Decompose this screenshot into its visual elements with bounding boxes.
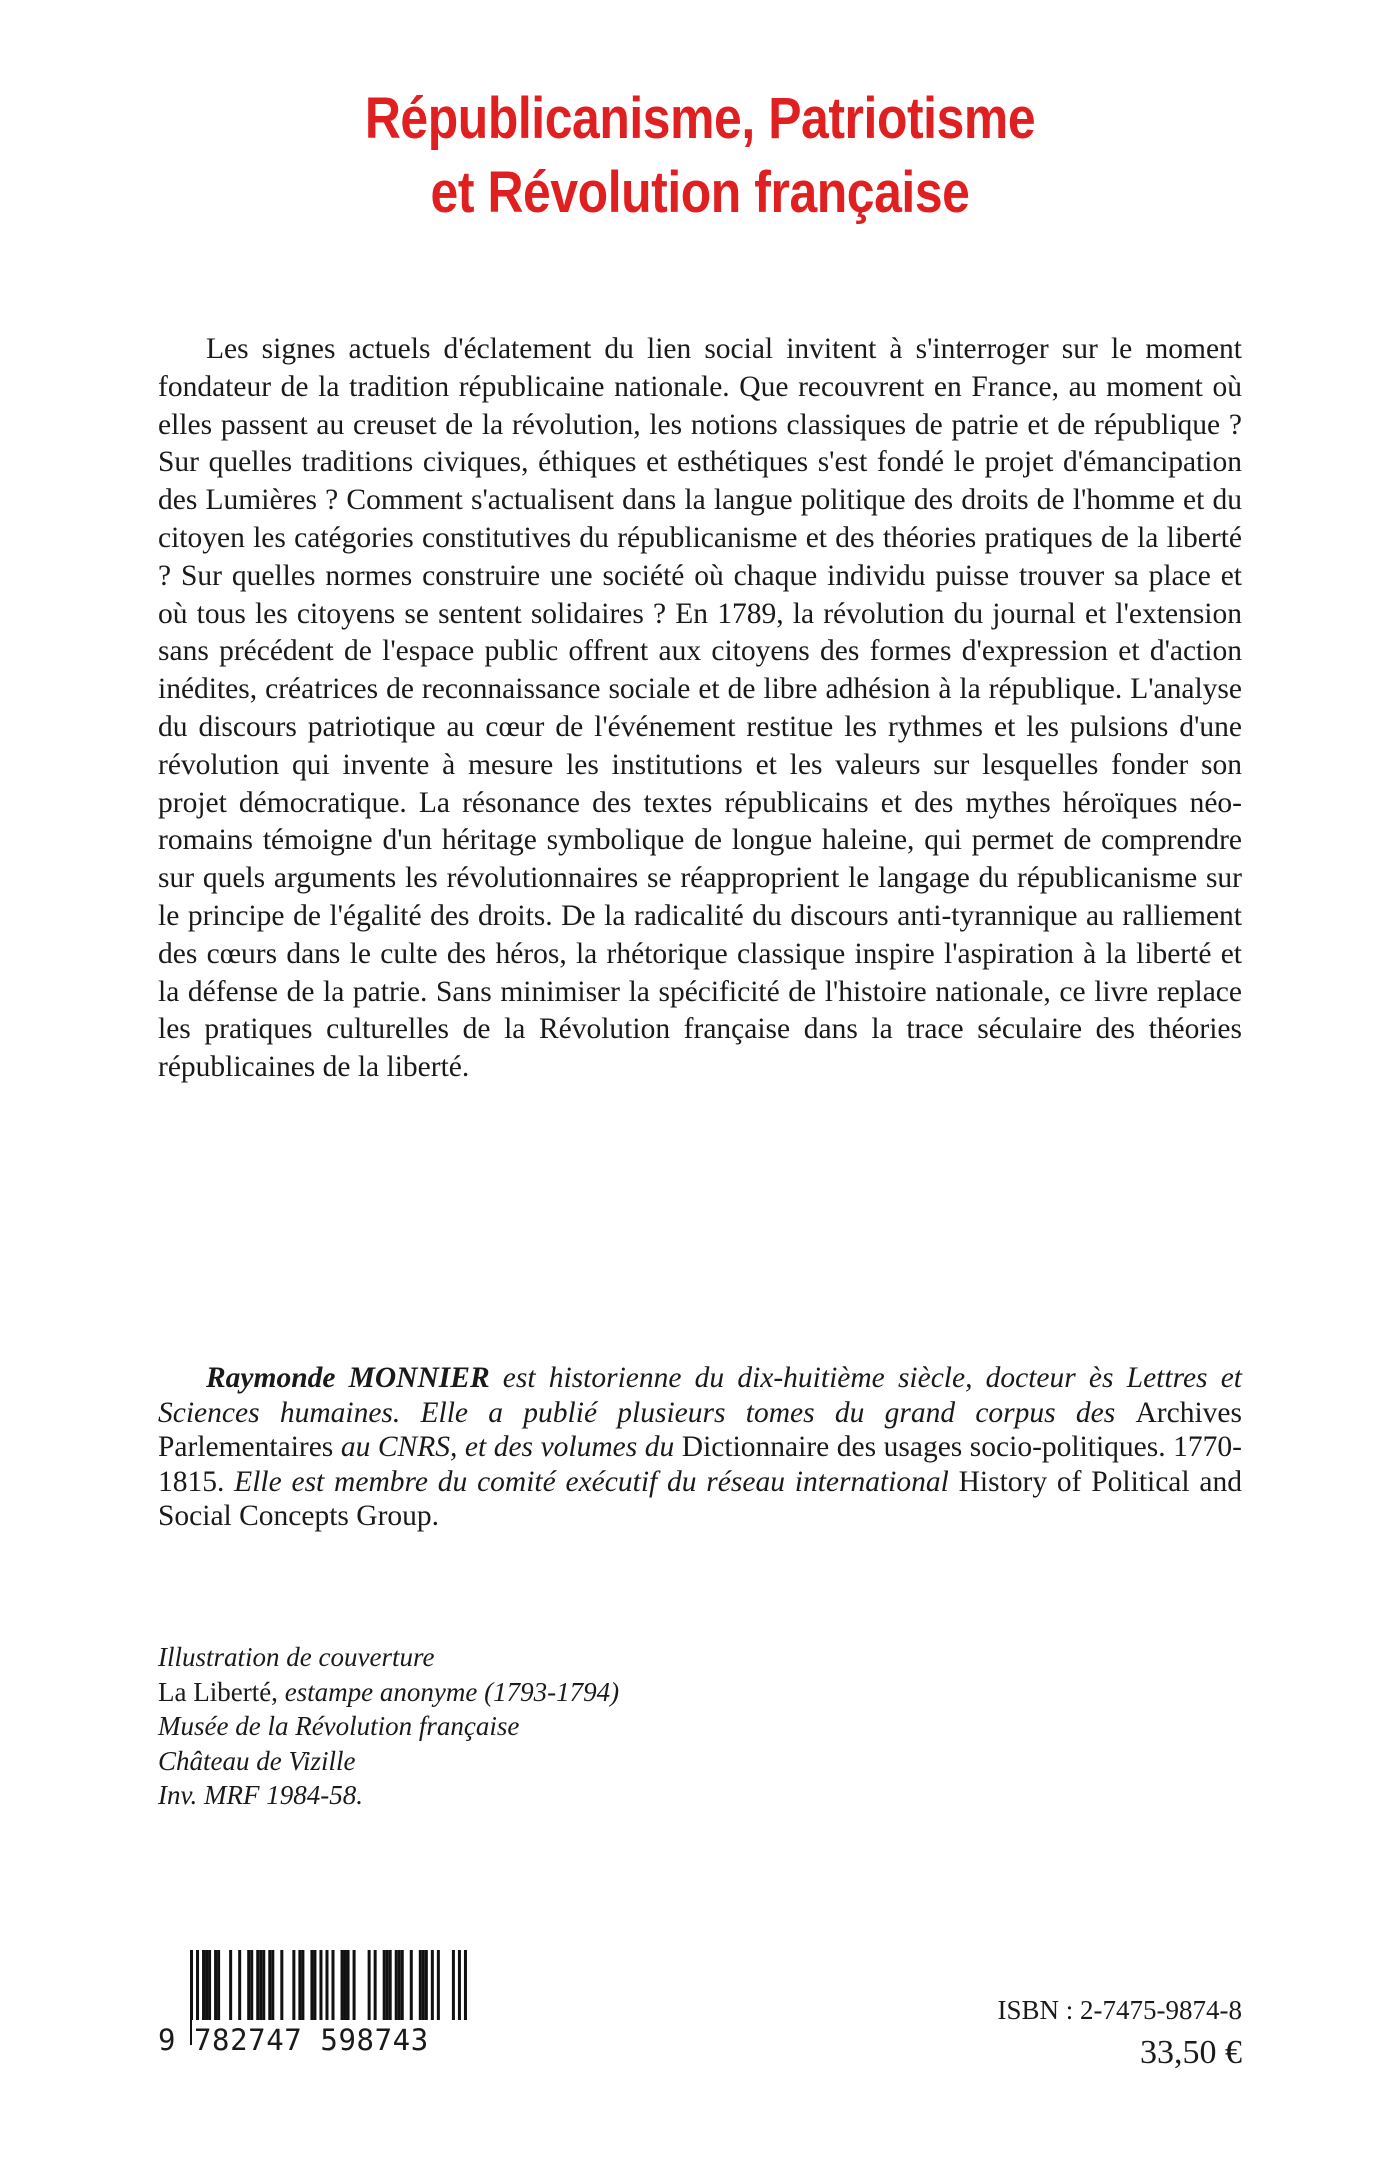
- credits-inventory: Inv. MRF 1984-58.: [158, 1780, 363, 1811]
- author-bio: [158, 1361, 1242, 1534]
- author-work-3: History of Political and Social Concepts Group.: [158, 1465, 1242, 1533]
- price: 33,50 €: [1140, 2034, 1242, 2071]
- credits-work-description: estampe anonyme (1793-1794): [277, 1676, 620, 1707]
- back-cover-blurb: Les signes actuels d'éclatement du lien social invitent à s'interroger sur le moment fondateur de la tradition républicaine nationale. Que recouvrent en France, au moment où elles passent au creuset de la révolution, les notions classiques de patrie et de république ? Sur quelles traditions civiques, éthiques et esthétiques s'est fondé le projet d'émancipation des Lumières ? Comment s'actualisent dans la langue politique des droits de l'homme et du citoyen les catégories constitutives du républicanisme et des théories pratiques de la liberté ? Sur quelles normes construire une société où chaque individu puisse trouver sa place et où tous les citoyens se sentent solidaires ? En 1789, la révolution du journal et l'extension sans précédent de l'espace public offrent aux citoyens des formes d'expression et d'action inédites, créatrices de reconnaissance sociale et de libre adhésion à la république. L'analyse du discours patriotique au cœur de l'événement restitue les rythmes et les pulsions d'une révolution qui invente à mesure les institutions et les valeurs sur lesquelles fonder son projet démocratique. La résonance des textes républicains et des mythes héroïques néo-romains témoigne d'un héritage symbolique de longue haleine, qui permet de comprendre sur quels arguments les révolutionnaires se réapproprient le langage du républicanisme sur le principe de l'égalité des droits. De la radicalité du discours anti-tyrannique au ralliement des cœurs dans le culte des héros, la rhétorique classique inspire l'aspiration à la liberté et la défense de la patrie. Sans minimiser la spécificité de l'histoire nationale, ce livre replace les pratiques culturelles de la Révolution française dans la trace séculaire des théories républicaines de la liberté.: [158, 333, 1242, 1084]
- barcode: [158, 1950, 478, 2070]
- credits-museum: Musée de la Révolution française: [158, 1711, 520, 1742]
- credits-place: Château de Vizille: [158, 1745, 356, 1776]
- author-bio-text-3: Elle est membre du comité exécutif du réseau international: [224, 1465, 959, 1498]
- author-work-2: Dictionnaire des usages socio-politiques. 1770-1815.: [158, 1431, 1242, 1498]
- book-title-line-1: Républicanisme, Patriotisme: [364, 86, 1036, 151]
- credits-work-title: La Liberté,: [158, 1676, 278, 1707]
- author-bio-text-2: au CNRS, et des volumes du: [333, 1431, 682, 1464]
- credits-work-line: [158, 1675, 858, 1710]
- credits-heading: Illustration de couverture: [158, 1642, 435, 1672]
- book-title-line-2: et Révolution française: [430, 160, 970, 225]
- author-work-1: Archives Parlementaires: [158, 1396, 1242, 1464]
- book-title: [98, 82, 1302, 230]
- cover-illustration-credits: [158, 1640, 858, 1813]
- author-name: Raymonde MONNIER: [206, 1362, 490, 1394]
- barcode-lead-digit: 9: [158, 2023, 176, 2057]
- isbn: ISBN : 2-7475-9874-8: [997, 1995, 1242, 2025]
- barcode-digits: 782747 598743: [192, 2020, 480, 2060]
- author-bio-text-1: est historienne du dix-huitième siècle, docteur ès Lettres et Sciences humaines. Elle a publié plusieurs tomes du grand corpus des: [158, 1362, 1242, 1429]
